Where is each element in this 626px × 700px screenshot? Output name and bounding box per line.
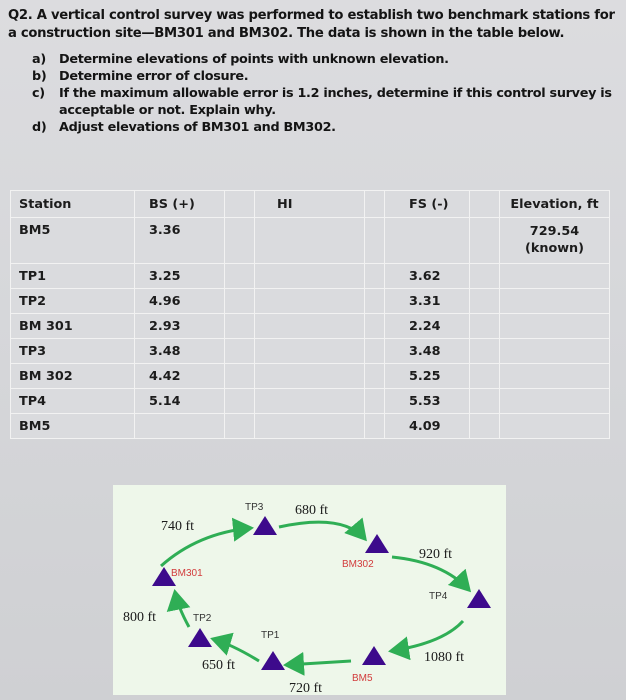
table-row	[11, 218, 610, 264]
table-row	[11, 364, 610, 389]
header-blank	[225, 191, 255, 218]
cell-bs: 5.14	[135, 389, 225, 414]
part-text: Determine error of closure.	[59, 69, 249, 84]
label-tp3: TP3	[245, 502, 264, 513]
label-bm301: BM301	[171, 568, 203, 579]
question-title: Q2. A vertical control survey was performed to establish two benchmark stations for a construction site—BM301 and BM302. The data is shown in the table below.	[8, 8, 615, 41]
distance-bm5-tp1: 720 ft	[289, 681, 323, 695]
label-bm302: BM302	[342, 559, 374, 570]
table-header-row	[11, 191, 610, 218]
cell-station: TP2	[11, 289, 135, 314]
cell-station: BM 301	[11, 314, 135, 339]
distance-tp1-tp2: 650 ft	[202, 658, 236, 673]
header-elevation: Elevation, ft	[500, 191, 610, 218]
question-part-b	[32, 68, 620, 85]
header-hi: HI	[255, 191, 365, 218]
question-block	[8, 7, 620, 136]
header-bs: BS (+)	[135, 191, 225, 218]
header-blank	[365, 191, 385, 218]
table-row	[11, 314, 610, 339]
level-loop-diagram	[113, 485, 506, 695]
elevation-note: (known)	[524, 241, 585, 256]
cell-station: BM5	[11, 414, 135, 439]
cell-station: BM5	[11, 218, 135, 264]
table-row	[11, 264, 610, 289]
distance-tp4-bm5: 1080 ft	[424, 650, 465, 665]
table-row	[11, 414, 610, 439]
cell-bs	[135, 414, 225, 439]
cell-bs: 4.42	[135, 364, 225, 389]
table-row	[11, 389, 610, 414]
distance-bm301-tp3: 740 ft	[161, 519, 195, 534]
part-label: b)	[32, 69, 47, 84]
part-label: a)	[32, 52, 46, 67]
part-text: Determine elevations of points with unknown elevation.	[59, 52, 449, 67]
part-text: If the maximum allowable error is 1.2 inches, determine if this control survey is acceptable or not. Explain why.	[59, 86, 612, 118]
table-row	[11, 339, 610, 364]
cell-fs: 5.53	[385, 389, 470, 414]
cell-bs: 3.48	[135, 339, 225, 364]
label-tp4: TP4	[429, 591, 448, 602]
label-tp2: TP2	[193, 613, 212, 624]
cell-fs: 2.24	[385, 314, 470, 339]
cell-fs: 3.62	[385, 264, 470, 289]
leveling-table	[10, 190, 610, 439]
cell-bs: 3.25	[135, 264, 225, 289]
question-part-a	[32, 51, 620, 68]
header-blank	[470, 191, 500, 218]
table-row	[11, 289, 610, 314]
question-parts	[32, 51, 620, 136]
header-fs: FS (-)	[385, 191, 470, 218]
part-label: d)	[32, 120, 47, 135]
cell-bs: 2.93	[135, 314, 225, 339]
cell-station: TP4	[11, 389, 135, 414]
cell-bs: 3.36	[135, 218, 225, 264]
cell-fs: 4.09	[385, 414, 470, 439]
header-station: Station	[11, 191, 135, 218]
cell-fs: 5.25	[385, 364, 470, 389]
label-bm5: BM5	[352, 673, 373, 684]
question-part-c	[32, 85, 620, 119]
cell-fs: 3.31	[385, 289, 470, 314]
distance-tp2-bm301: 800 ft	[123, 610, 157, 625]
distance-tp3-bm302: 680 ft	[295, 503, 329, 518]
part-text: Adjust elevations of BM301 and BM302.	[59, 120, 336, 135]
cell-bs: 4.96	[135, 289, 225, 314]
distance-bm302-tp4: 920 ft	[419, 547, 453, 562]
cell-station: TP1	[11, 264, 135, 289]
label-tp1: TP1	[261, 630, 280, 641]
cell-station: TP3	[11, 339, 135, 364]
cell-station: BM 302	[11, 364, 135, 389]
part-label: c)	[32, 86, 45, 101]
question-part-d	[32, 119, 620, 136]
cell-elevation	[500, 218, 610, 264]
cell-fs: 3.48	[385, 339, 470, 364]
elevation-value: 729.54	[529, 224, 580, 239]
